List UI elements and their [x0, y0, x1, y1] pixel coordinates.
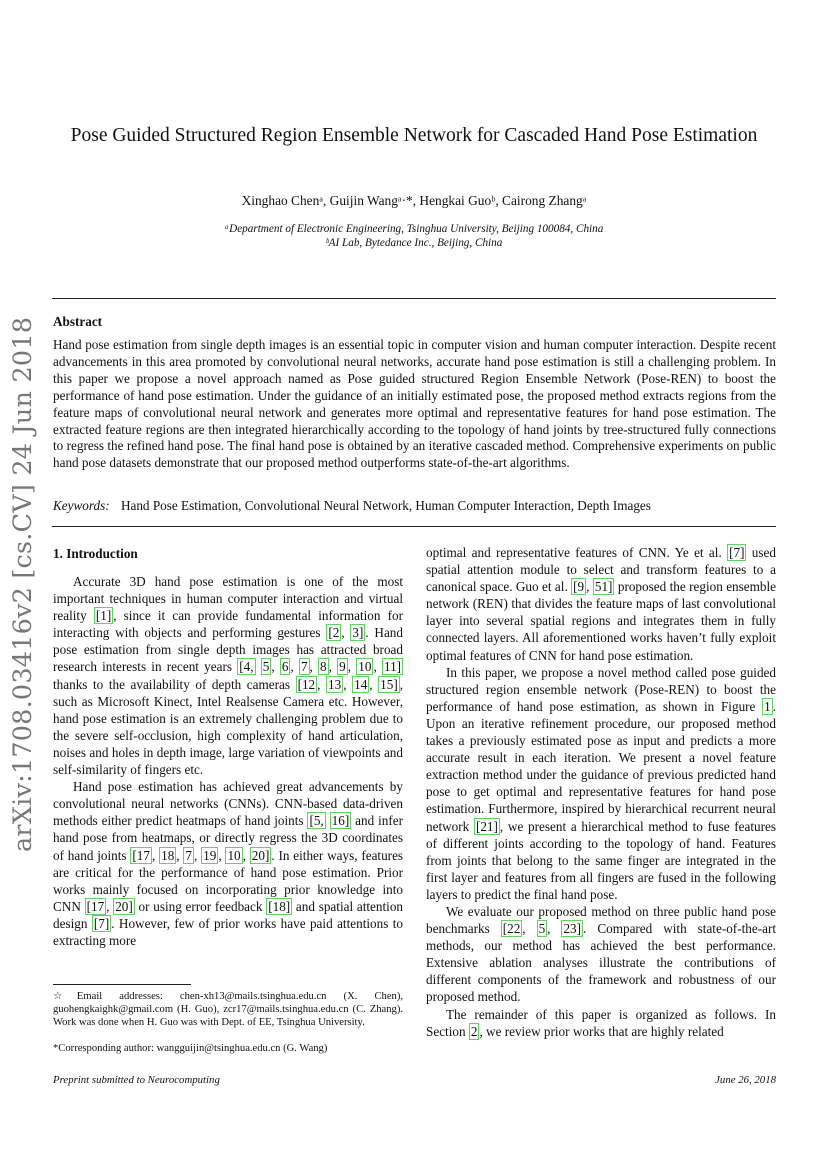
footnote-rule — [53, 984, 191, 985]
arxiv-stamp: arXiv:1708.03416v2 [cs.CV] 24 Jun 2018 — [8, 316, 38, 852]
intro-paragraph-2: Hand pose estimation has achieved great advancements by convolutional neural networks (CNNs). CNN-based data-driven methods either predict heatmaps of hand joints [5, 16] and infer hand pose from heatmaps, or directly regress the 3D coordinates of hand joints [17 , 18 , 7 , 19 , 10 , 20] . In either ways, features are critical for the performance of hand pose estimation. Prior works mainly focused on incorporating prior knowledge into CNN [17 , 20] or using error feedback [18] and spatial attention design [7] . However, few of prior works have paid attentions to extracting more — [53, 779, 404, 948]
paper-title: Pose Guided Structured Region Ensemble Network for Cascaded Hand Pose Estimation — [70, 125, 758, 146]
right-column — [426, 544, 776, 1040]
affiliation-2: ᵇAI Lab, Bytedance Inc., Beijing, China — [325, 237, 503, 249]
footnote-email: ☆Email addresses: chen-xh13@mails.tsinghua.edu.cn (X. Chen), guohengkaighk@gmail.com (H. Guo), zcr17@mails.tsinghua.edu.cn (C. Zhang). Work was done when H. Guo was with Dept. of EE, Tsinghua University. — [53, 991, 403, 1029]
intro-paragraph-4: We evaluate our proposed method on three public hand pose benchmarks [22 , 5 , 23] . Compared with state-of-the-art methods, our method has achieved the best performance. Extensive ablation analyses illustrate the contributions of different components of the framework and robustness of our proposed method. — [426, 903, 777, 1005]
footnote-corresponding: *Corresponding author: wangguijin@tsinghua.edu.cn (G. Wang) — [53, 1043, 328, 1054]
keywords-line — [53, 498, 776, 514]
keywords-label: Keywords: — [53, 498, 110, 513]
affiliation-1: ᵃDepartment of Electronic Engineering, Tsinghua University, Beijing 100084, China — [224, 223, 604, 235]
intro-paragraph-3: In this paper, we propose a novel method called pose guided structured region ensemble network (Pose-REN) to boost the performance of hand pose estimation, as shown in Figure 1 . Upon an iterative refinement procedure, our proposed method takes a previously estimated pose as input and predicts a more accurate result in each iteration. We present a novel feature extraction method under the guidance of previous predicted hand pose to get optimal and representative features for hand pose estimation. Furthermore, inspired by hierarchical recurrent neural network [21] , we present a hierarchical method to fuse features of different joints according to the topology of hand. Features from joints that belong to the same finger are integrated in the first layer and features from all fingers are fused in the following layers to predict the final hand pose. — [426, 664, 776, 902]
keywords-text: Hand Pose Estimation, Convolutional Neural Network, Human Computer Interaction, Depth Images — [120, 498, 651, 513]
intro-paragraph-5: The remainder of this paper is organized as follows. In Section 2 , we review prior works that are highly related — [426, 1006, 776, 1039]
abstract-text: Hand pose estimation from single depth images is an essential topic in computer vision and human computer interaction. Despite recent advancements in this area promoted by convolutional neural networks, accurate hand pose estimation is still a challenging problem. In this paper we propose a novel approach named as Pose guided structured Region Ensemble Network (Pose-REN) to boost the performance of hand pose estimation. Under the guidance of an initially estimated pose, the proposed method extracts regions from the feature maps of convolutional neural network and generates more optimal and representative features for hand pose estimation. The extracted feature regions are then integrated hierarchically according to the topology of hand joints by tree-structured fully connections to regress the refined hand pose. The final hand pose is obtained by an iterative cascaded method. Comprehensive experiments on public hand pose datasets demonstrate that our proposed method outperforms state-of-the-art algorithms. — [53, 337, 776, 471]
bottom-rule — [52, 526, 776, 527]
abstract-heading: Abstract — [53, 314, 103, 329]
footer-preprint: Preprint submitted to Neurocomputing — [53, 1074, 220, 1086]
section-heading-introduction: 1. Introduction — [53, 546, 138, 561]
top-rule — [52, 298, 776, 299]
footer-date: June 26, 2018 — [715, 1074, 776, 1086]
author-list: Xinghao Chenᵃ, Guijin Wangᵃ·*, Hengkai Guoᵇ, Cairong Zhangᵃ — [241, 193, 587, 208]
intro-paragraph-1: Accurate 3D hand pose estimation is one of the most important techniques in human computer interaction and virtual reality [1] , since it can provide fundamental information for interacting with objects and performing gestures [2 , 3] . Hand pose estimation from single depth images has attracted broad research interests in recent years [4, 5 , 6 , 7 , 8 , 9 , 10 , 11] thanks to the availability of depth cameras [12 , 13 , 14 , 15] , such as Microsoft Kinect, Intel Realsense Camera etc. However, hand pose estimation is an extremely challenging problem due to the severe self-occlusion, high complexity of hand articulation, noises and holes in depth image, large variation of viewpoints and self-similarity of fingers etc. — [53, 574, 404, 778]
intro-paragraph-2-cont: optimal and representative features of CNN. Ye et al. [7] used spatial attention module to select and transform features to a canonical space. Guo et al. [9 , 51] proposed the region ensemble network (REN) that divides the feature maps of last convolutional layer into several spatial regions and integrates them in fully connected layers. All aforementioned works haven’t fully exploit optimal features of CNN for hand pose estimation. — [426, 545, 777, 663]
left-column — [53, 573, 403, 949]
